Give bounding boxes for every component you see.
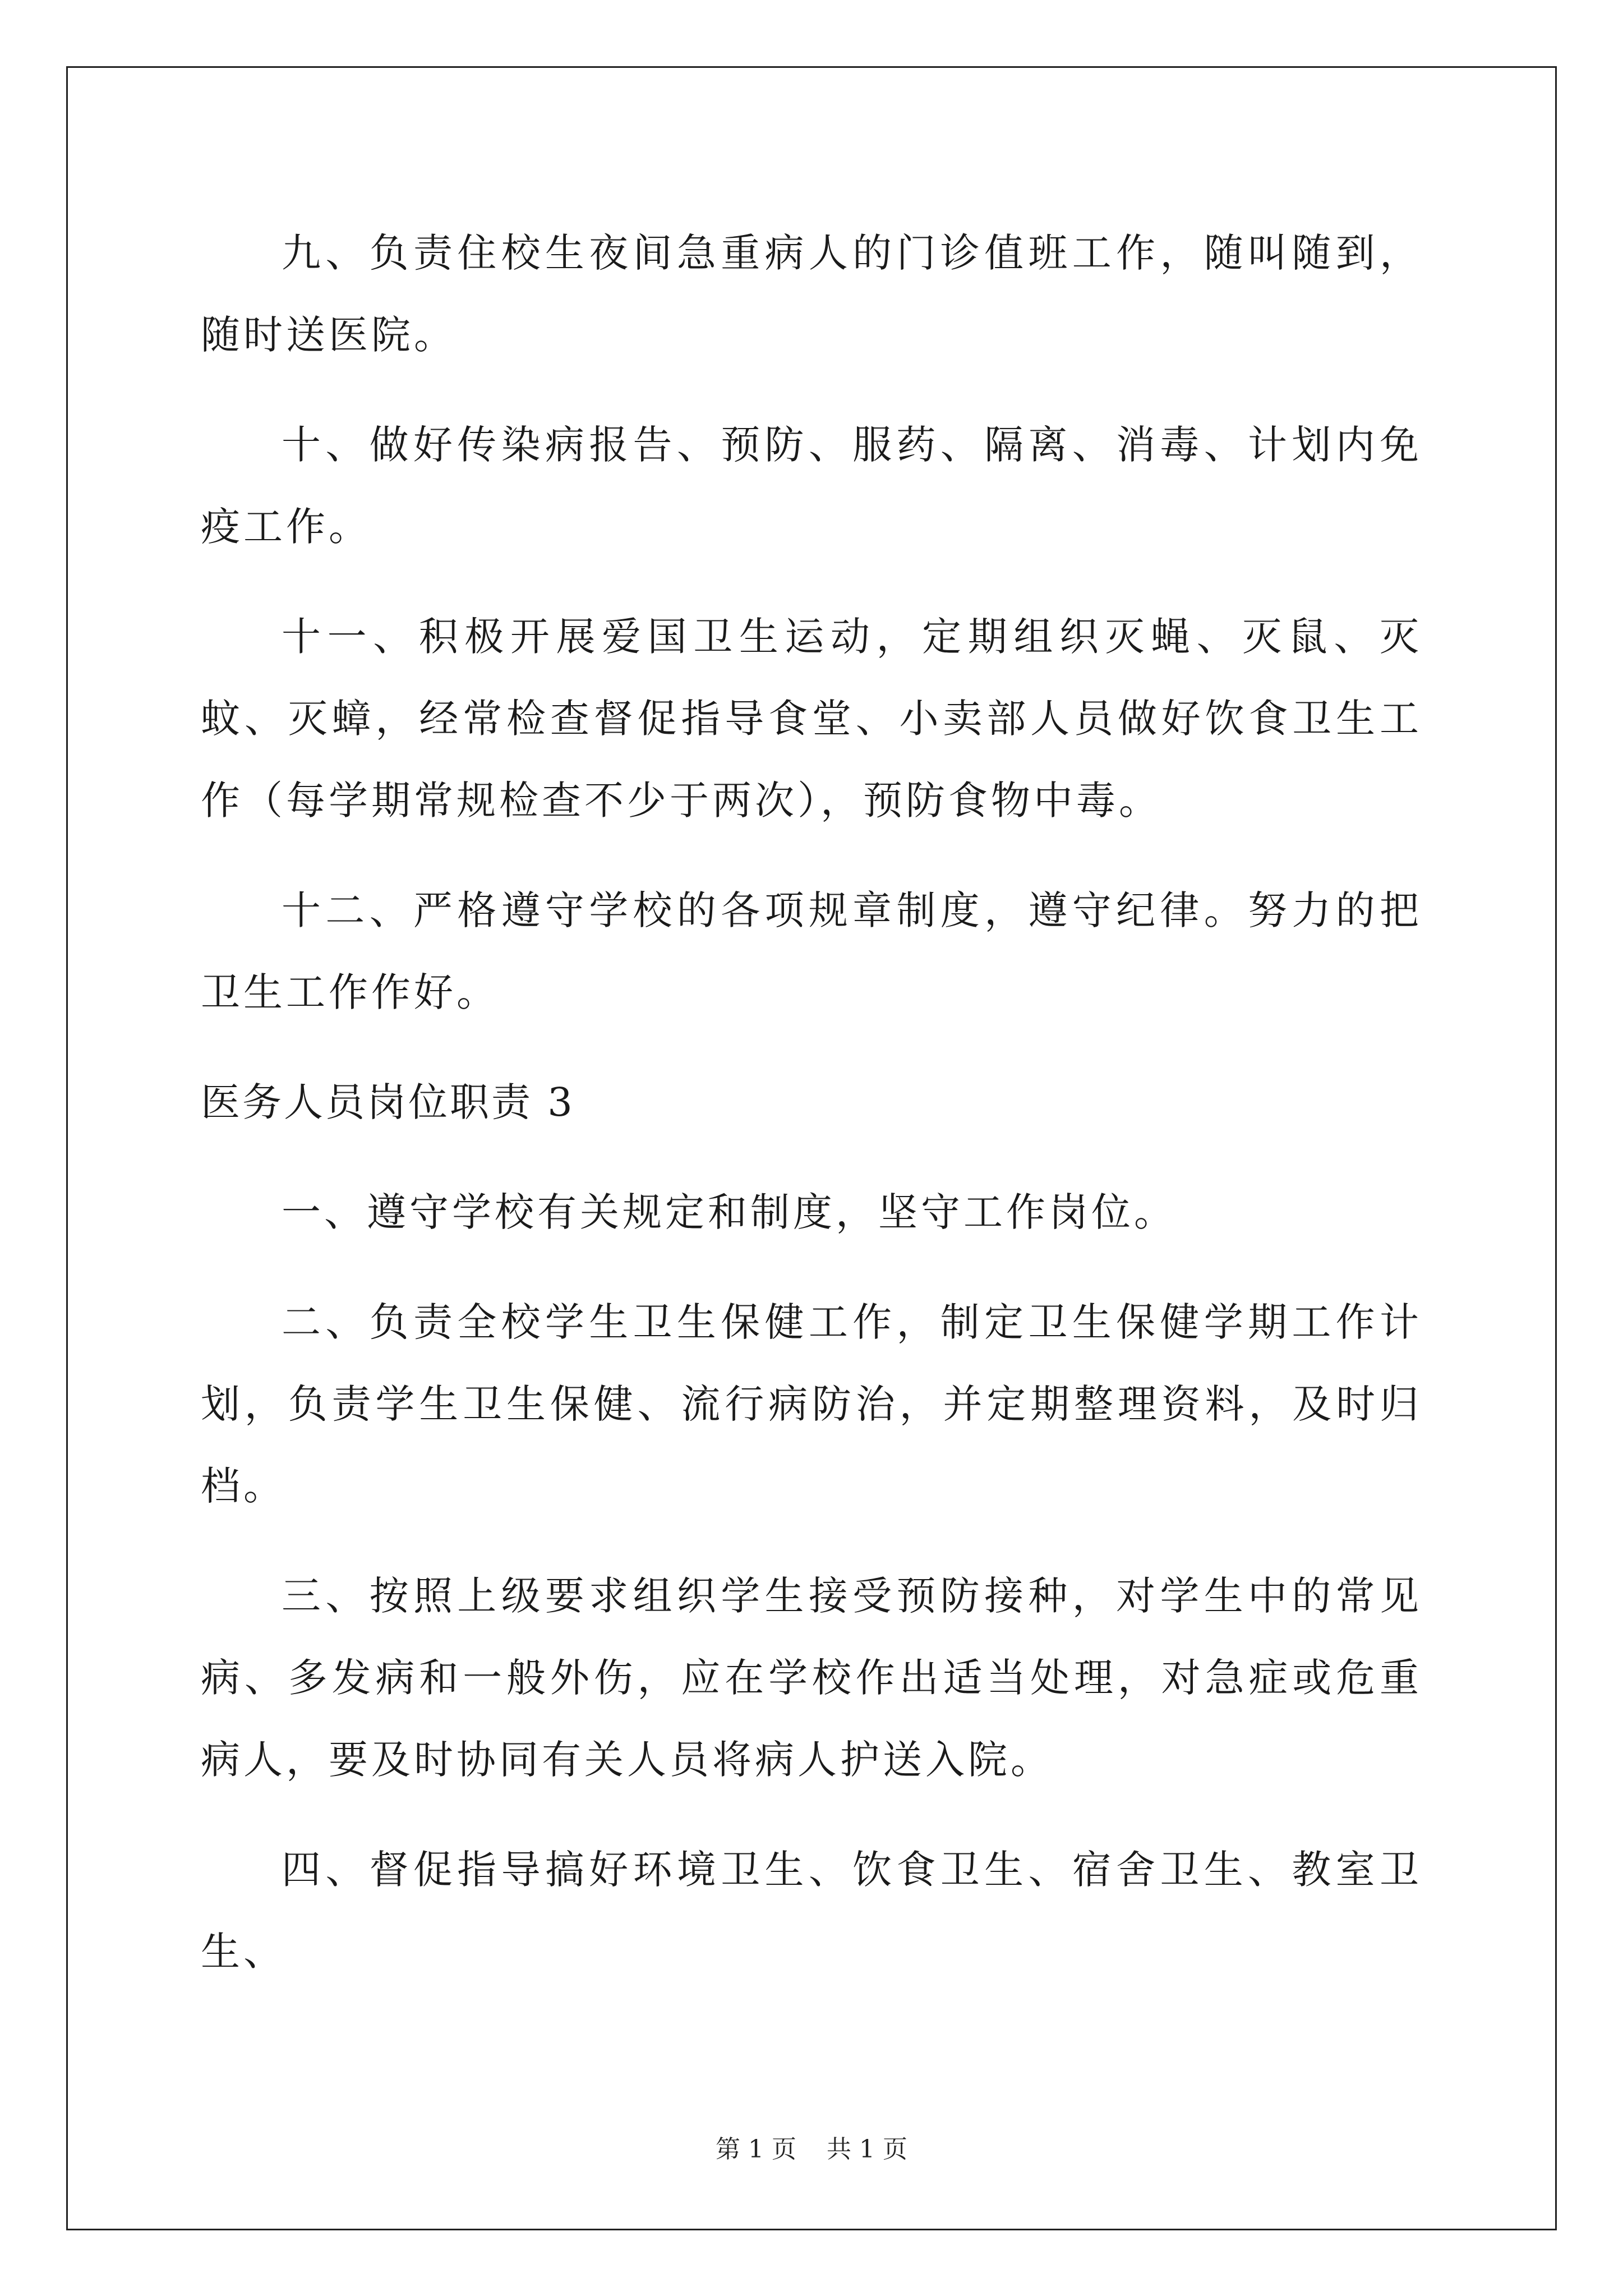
document-body bbox=[201, 212, 1422, 1993]
paragraph-item-10: 十、做好传染病报告、预防、服药、隔离、消毒、计划内免疫工作。 bbox=[201, 422, 1422, 550]
paragraph-item-11: 十一、积极开展爱国卫生运动，定期组织灭蝇、灭鼠、灭蚊、灭蟑，经常检查督促指导食堂、小卖部人员做好饮食卫生工作（每学期常规检查不少于两次），预防食物中毒。 bbox=[201, 614, 1422, 823]
paragraph-duty-1: 一、遵守学校有关规定和制度，坚守工作岗位。 bbox=[282, 1189, 1177, 1235]
page-number: 第 1 页 bbox=[716, 2135, 796, 2164]
page-total: 共 1 页 bbox=[827, 2135, 907, 2164]
paragraph-duty-4: 四、督促指导搞好环境卫生、饮食卫生、宿舍卫生、教室卫生、 bbox=[201, 1847, 1422, 1975]
section-title: 医务人员岗位职责 3 bbox=[201, 1079, 575, 1125]
paragraph-item-9: 九、负责住校生夜间急重病人的门诊值班工作，随叫随到，随时送医院。 bbox=[201, 230, 1422, 358]
page-footer bbox=[0, 2133, 1623, 2166]
paragraph-duty-3: 三、按照上级要求组织学生接受预防接种，对学生中的常见病、多发病和一般外伤，应在学校作出适当处理，对急症或危重病人，要及时协同有关人员将病人护送入院。 bbox=[201, 1573, 1422, 1783]
paragraph-duty-2: 二、负责全校学生卫生保健工作，制定卫生保健学期工作计划，负责学生卫生保健、流行病防治，并定期整理资料，及时归档。 bbox=[201, 1299, 1422, 1509]
paragraph-item-12: 十二、严格遵守学校的各项规章制度，遵守纪律。努力的把卫生工作作好。 bbox=[201, 887, 1422, 1015]
